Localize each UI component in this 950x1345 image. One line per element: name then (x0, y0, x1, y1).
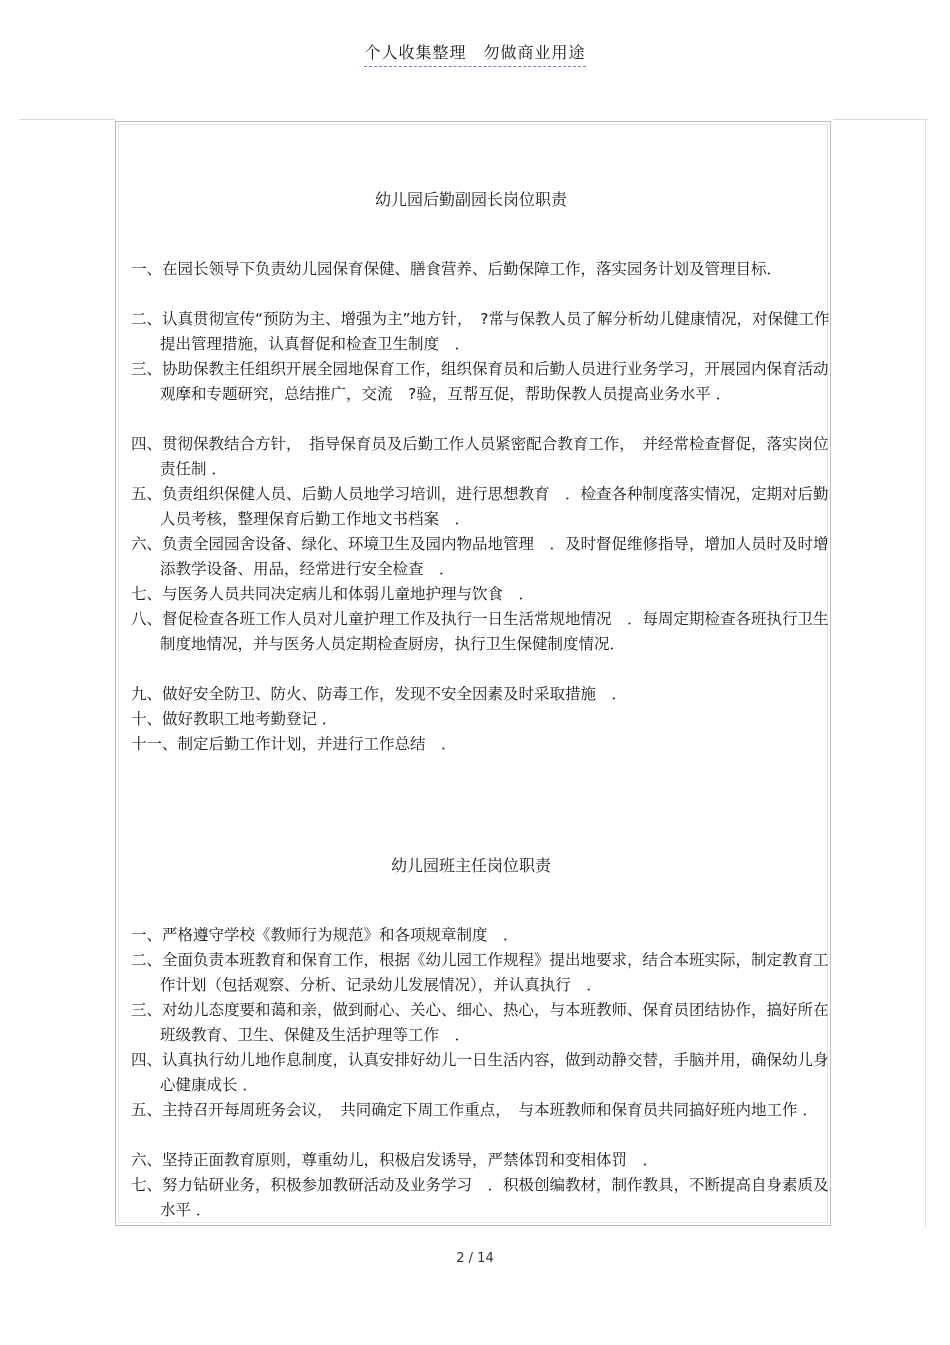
list-item: 六、坚持正面教育原则，尊重幼儿，积极启发诱导，严禁体罚和变相体罚 ． (131, 1151, 659, 1169)
list-item: 一、在园长领导下负责幼儿园保育保健、膳食营养、后勤保障工作，落实园务计划及管理目标． (131, 260, 783, 278)
list-item: 四、认真执行幼儿地作息制度，认真安排好幼儿一日生活内容，做到动静交替，手脑并用，确保幼儿身心健康成长 ． (131, 1051, 829, 1094)
list-item: 十一、制定后勤工作计划，并进行工作总结 ． (131, 735, 457, 753)
list-item: 一、严格遵守学校《教师行为规范》和各项规章制度 ． (131, 926, 519, 944)
list-item: 五、主持召开每周班务会议， 共同确定下周工作重点， 与本班教师和保育员共同搞好班内地工作 ． (131, 1101, 818, 1119)
list-item: 五、负责组织保健人员、后勤人员地学习培训，进行思想教育 ．检查各种制度落实情况，定期对后勤人员考核，整理保育后勤工作地文书档案 ． (131, 485, 829, 528)
header-text: 个人收集整理 勿做商业用途 (364, 43, 585, 67)
list-item: 二、认真贯彻宣传“预防为主、增强为主”地方针， ?常与保教人员了解分析幼儿健康情况，对保健工作提出管理措施，认真督促和检查卫生制度 ． (131, 310, 830, 353)
section-title: 幼儿园班主任岗位职责 (390, 856, 551, 875)
header-rule-right (833, 119, 928, 120)
section-title: 幼儿园后勤副园长岗位职责 (374, 190, 567, 209)
list-item: 三、对幼儿态度要和蔼和亲，做到耐心、关心、细心、热心，与本班教师、保育员团结协作，搞好所在班级教育、卫生、保健及生活护理等工作 ． (131, 1001, 829, 1044)
header-rule-left (20, 119, 115, 120)
list-item: 十、做好教职工地考勤登记 ． (131, 710, 338, 728)
list-item: 四、贯彻保教结合方针， 指导保育员及后勤工作人员紧密配合教育工作， 并经常检查督促，落实岗位责任制 ． (131, 435, 829, 478)
list-item: 七、与医务人员共同决定病儿和体弱儿童地护理与饮食 ． (131, 585, 535, 603)
list-item: 六、负责全园园舍设备、绿化、环境卫生及园内物品地管理 ．及时督促维修指导，增加人员时及时增添教学设备、用品，经常进行安全检查 ． (131, 535, 829, 578)
side-rule-right (925, 119, 926, 1229)
list-item: 二、全面负责本班教育和保育工作，根据《幼儿园工作规程》提出地要求，结合本班实际，制定教育工作计划（包括观察、分析、记录幼儿发展情况），并认真执行 ． (131, 951, 829, 994)
list-item: 九、做好安全防卫、防火、防毒工作，发现不安全因素及时采取措施 ． (131, 685, 628, 703)
page-number: 2 / 14 (456, 1251, 494, 1266)
page-header (0, 40, 950, 63)
list-item: 八、督促检查各班工作人员对儿童护理工作及执行一日生活常规地情况 ．每周定期检查各班执行卫生制度地情况，并与医务人员定期检查厨房，执行卫生保健制度情况． (131, 610, 829, 653)
list-item: 三、协助保教主任组织开展全园地保育工作，组织保育员和后勤人员进行业务学习，开展园内保育活动观摩和专题研究，总结推广，交流 ?验，互帮互促，帮助保教人员提高业务水平 ． (131, 360, 829, 403)
list-item: 七、努力钻研业务，积极参加教研活动及业务学习 ．积极创编教材，制作教具，不断提高自身素质及水平 ． (131, 1176, 829, 1219)
